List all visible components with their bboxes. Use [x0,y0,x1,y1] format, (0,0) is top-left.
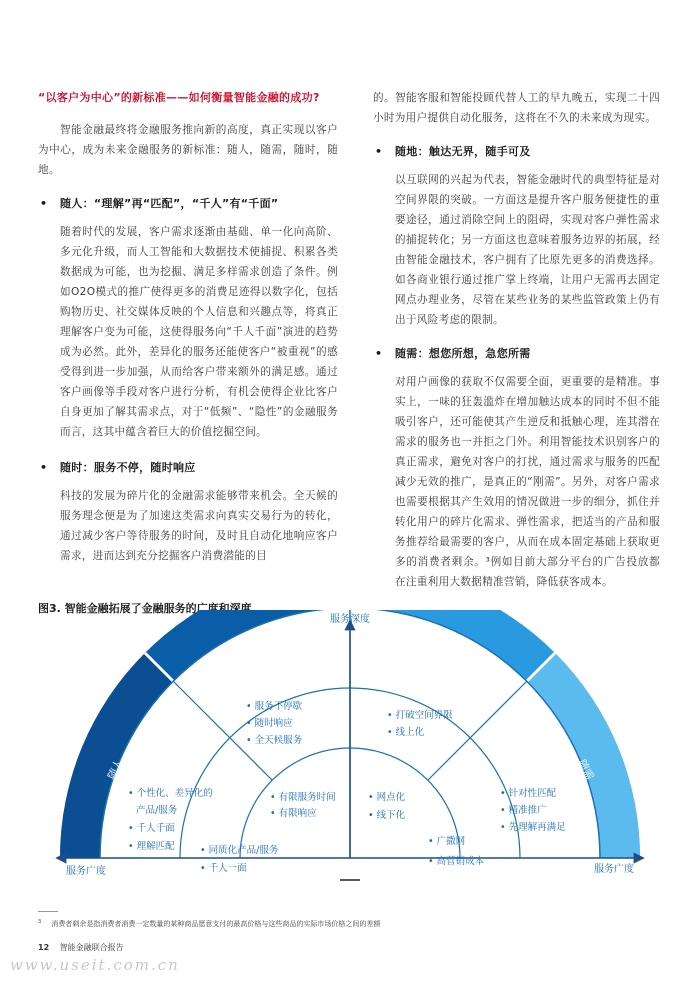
footnote-rule [38,911,58,912]
watermark: www.useit.com.cn [10,956,180,974]
suiren-outer-4: • 理解匹配 [128,841,175,852]
suiren-outer-3: • 千人千面 [128,823,175,834]
page-footer [38,942,124,953]
bullet-suiren-title: • 随人：“理解”再“匹配”，“千人”有“千面” [38,194,338,214]
suixu-inner-2: • 高营销成本 [428,856,485,867]
band-label-suidi: 随地 [454,661,479,681]
bullet-suixu-title: • 随需：想您所想，急您所需 [373,344,660,364]
suiren-outer-2: 产品/服务 [136,805,178,816]
footnote-mark: 3 [38,919,42,925]
axis-label-breadth-right: 服务广度 [594,864,634,875]
suixu-outer-2: • 精准推广 [500,805,547,816]
suixu-outer-3: • 先理解再满足 [500,822,566,833]
semicircle-diagram [0,610,694,900]
axis-label-breadth-left: 服务广度 [66,866,106,877]
continued-paragraph: 的。智能客服和智能投顾代替人工的早九晚五，实现二十四小时为用户提供自动化服务，这将在不久的未来成为现实。 [373,92,660,124]
suidi-outer-2: • 线上化 [387,727,425,738]
page-number: 12 [38,943,50,952]
figure-title: 图3. 智能金融拓展了金融服务的广度和深度 [38,602,252,615]
suidi-inner-2: • 线下化 [368,810,406,821]
intro-paragraph: 智能金融最终将金融服务推向新的高度，真正实现以客户为中心，成为未来金融服务的新标准：随人，随需，随时，随地。 [38,124,338,176]
bullet-suishi-body: 科技的发展为碎片化的金融需求能够带来机会。全天候的服务理念便是为了加速这类需求向真实交易行为的转化，通过减少客户等待服务的时间，及时且自动化地响应客户需求，进而达到充分挖掘客户消费潜能的目 [60,490,338,562]
bullet-suiren-body: 随着时代的发展，客户需求逐渐由基础、单一化向高阶、多元化升级，而人工智能和大数据技术使捕捉、积累各类数据成为可能，也为挖掘、满足多样需求创造了条件。例如O2O模式的推广使得更多的消费足迹得以数字化，包括购物历史、社交媒体反映的个人信息和兴趣点等，将真正理解客户变为可能，这使得服务向“千人千面”演进的趋势成为必然。此外，差异化的服务还能使客户“被重视”的感受得到进一步加强，从而给客户带来额外的满足感。通过客户画像等手段对客户进行分析，有机会使得企业比客户自身更加了解其需求点，对于“低频”、“隐性”的金融服务而言，这其中蕴含着巨大的价值挖掘空间。 [60,226,338,438]
bullet-suixu-body: 对用户画像的获取不仅需要全面，更重要的是精准。事实上，一味的狂轰滥炸在增加触达成本的同时不但不能吸引客户，还可能使其产生逆反和抵触心理，连其潜在需求的服务也一并拒之门外。利用智能技术识别客户的真正需求，避免对客户的打扰，通过需求与服务的匹配减少无效的推广，是真正的“刚需”。另外，对客户需求也需要根据其产生效用的情况做进一步的细分，抓住并转化用户的碎片化需求、弹性需求，把适当的产品和服务推荐给最需要的客户，从而在成本固定基础上获取更多的消费者剩余。³例如目前大部分平台的广告投放都在注重利用大数据精准营销，降低获客成本。 [395,376,660,588]
suiren-inner-1: • 同质化产品/服务 [200,845,279,856]
suishi-outer-1: • 服务不停歇 [246,701,303,712]
left-column [38,88,338,566]
suidi-outer-1: • 打破空间界限 [387,710,453,721]
band-label-suiren: 随人 [105,757,126,782]
suiren-inner-2: • 千人一面 [200,863,247,874]
suishi-inner-1: • 有限服务时间 [270,792,336,803]
axis-label-depth: 服务深度 [330,614,370,625]
suishi-inner-2: • 有限响应 [270,808,317,819]
footnote [38,919,380,929]
right-column [373,88,660,592]
suishi-outer-2: • 随时响应 [246,718,293,729]
bullet-suishi-title: • 随时：服务不停，随时响应 [38,458,338,478]
suiren-outer-1: • 个性化、差异化的 [128,788,213,799]
section-title: “以客户为中心”的新标准——如何衡量智能金融的成功? [38,91,320,104]
suishi-outer-3: • 全天候服务 [246,735,303,746]
report-name: 智能金融联合报告 [59,943,124,952]
bullet-suidi-title: • 随地：触达无界，随手可及 [373,142,660,162]
suixu-inner-1: • 广撒网 [428,836,466,847]
footnote-text: 消费者剩余是指消费者消费一定数量的某种商品愿意支付的最高价格与这些商品的实际市场价格之间的差额 [51,920,381,929]
bullet-suidi-body: 以互联网的兴起为代表，智能金融时代的典型特征是对空间界限的突破。一方面这是提升客户服务便捷性的重要途径，通过消除空间上的阻碍，实现对客户弹性需求的捕捉转化；另一方面这也意味着服务边界的拓展，经由智能金融技术，客户拥有了比原先更多的消费选择。如各商业银行通过推广掌上终端，让用户无需再去固定网点办理业务，尽管在某些业务的某些监管政策上仍有出于风险考虑的限制。 [395,174,660,326]
band-label-suixu: 随需 [575,757,596,782]
suixu-outer-1: • 针对性匹配 [500,788,557,799]
suidi-inner-1: • 网点化 [368,792,406,803]
band-label-suishi: 随时 [234,658,259,677]
